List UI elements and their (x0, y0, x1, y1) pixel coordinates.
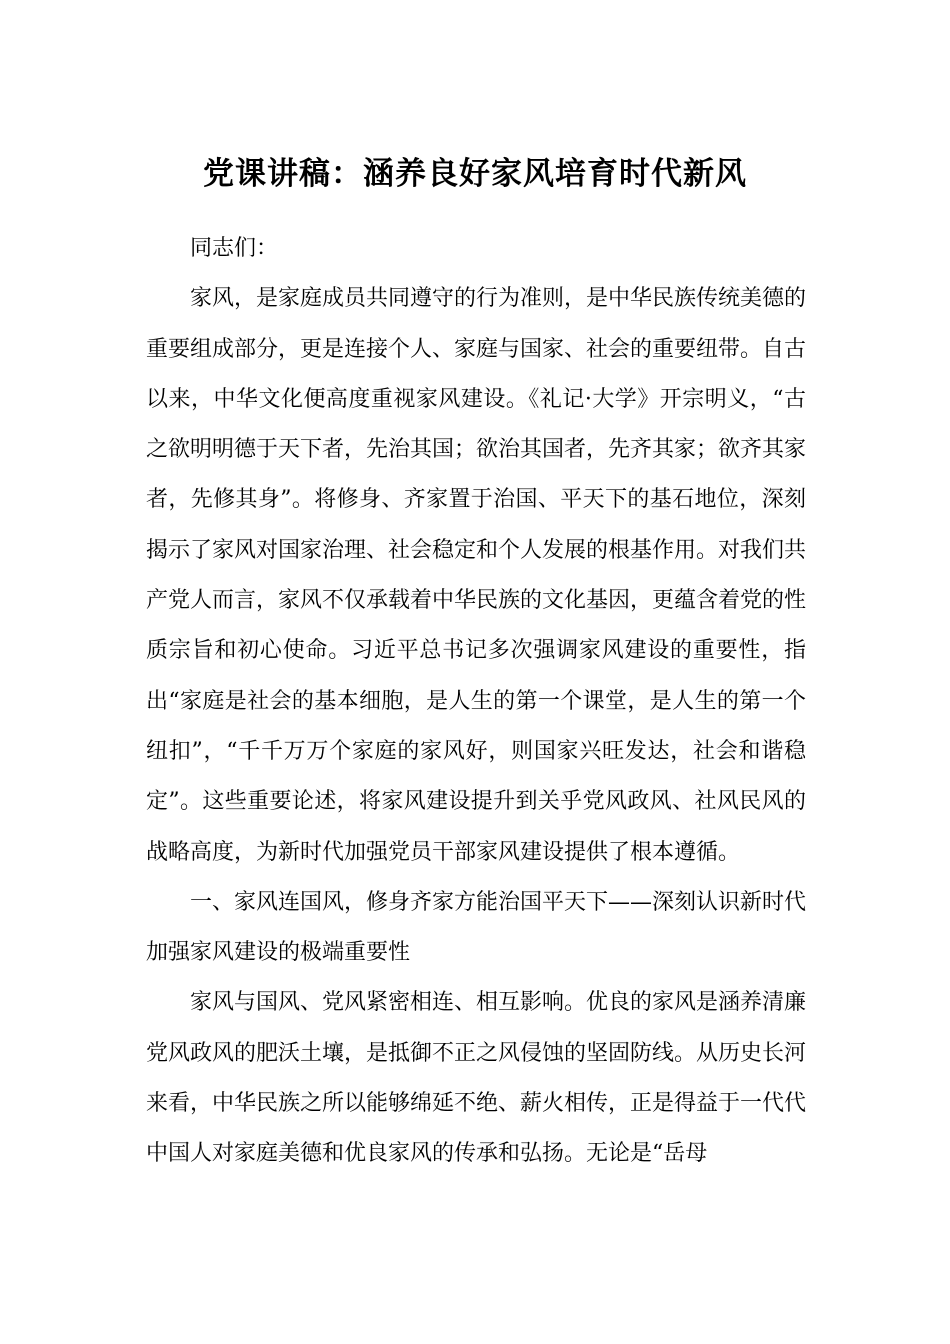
document-body (146, 224, 806, 1180)
salutation: 同志们： (190, 236, 279, 261)
paragraph-section-1: 家风与国风、党风紧密相连、相互影响。优良的家风是涵养清廉党风政风的肥沃土壤，是抵御不正之风侵蚀的坚固防线。从历史长河来看，中华民族之所以能够绵延不绝、薪火相传，正是得益于一代代中国人对家庭美德和优良家风的传承和弘扬。无论是“岳母 (146, 990, 807, 1167)
section-heading-1: 一、家风连国风，修身齐家方能治国平天下——深刻认识新时代加强家风建设的极端重要性 (146, 889, 807, 966)
paragraph-intro: 家风，是家庭成员共同遵守的行为准则，是中华民族传统美德的重要组成部分，更是连接个人、家庭与国家、社会的重要纽带。自古以来，中华文化便高度重视家风建设。《礼记·大学》开宗明义，“古之欲明明德于天下者，先治其国；欲治其国者，先齐其家；欲齐其家者，先修其身”。将修身、齐家置于治国、平天下的基石地位，深刻揭示了家风对国家治理、社会稳定和个人发展的根基作用。对我们共产党人而言，家风不仅承载着中华民族的文化基因，更蕴含着党的性质宗旨和初心使命。习近平总书记多次强调家风建设的重要性，指出“家庭是社会的基本细胞，是人生的第一个课堂，是人生的第一个纽扣”，“千千万万个家庭的家风好，则国家兴旺发达，社会和谐稳定”。这些重要论述，将家风建设提升到关乎党风政风、社风民风的战略高度，为新时代加强党员干部家风建设提供了根本遵循。 (146, 286, 807, 865)
document-title: 党课讲稿：涵养良好家风培育时代新风 (203, 155, 747, 192)
